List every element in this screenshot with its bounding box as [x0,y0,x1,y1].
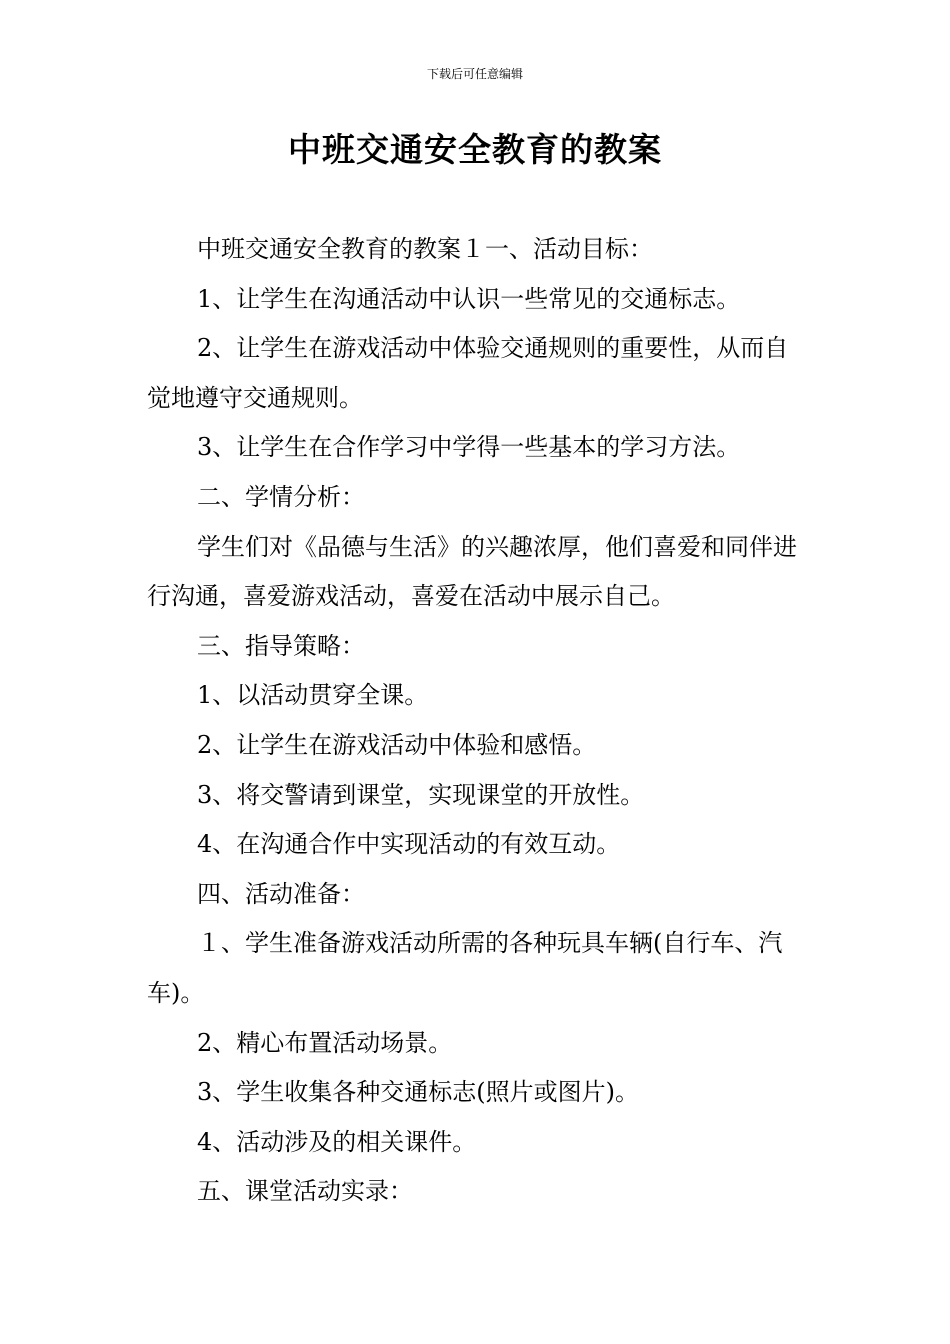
document-title: 中班交通安全教育的教案 [288,130,662,169]
paragraph: 3、让学生在合作学习中学得一些基本的学习方法。 [197,433,741,462]
section-heading: 二、学情分析： [197,482,365,511]
paragraph: 3、将交警请到课堂，实现课堂的开放性。 [197,780,645,809]
paragraph: 3、学生收集各种交通标志(照片或图片)。 [197,1078,639,1107]
paragraph: 中班交通安全教育的教案１一、活动目标： [197,235,653,263]
paragraph: 学生们对《品德与生活》的兴趣浓厚，他们喜爱和同伴进行沟通，喜爱游戏活动，喜爱在活动中展示自己。 [147,532,797,611]
paragraph: 2、精心布置活动场景。 [197,1028,453,1057]
paragraph: 1、让学生在沟通活动中认识一些常见的交通标志。 [197,284,741,313]
section-heading: 五、课堂活动实录： [197,1177,413,1206]
paragraph: 1、以活动贯穿全课。 [197,681,429,710]
paragraph: １、学生准备游戏活动所需的各种玩具车辆(自行车、汽车)。 [147,929,783,1007]
section-heading: 四、活动准备： [197,879,365,908]
page-header-note: 下载后可任意编辑 [426,67,523,81]
paragraph: 4、活动涉及的相关课件。 [197,1127,477,1156]
paragraph: 2、让学生在游戏活动中体验和感悟。 [197,730,597,759]
paragraph: 4、在沟通合作中实现活动的有效互动。 [197,830,621,859]
section-heading: 三、指导策略： [197,631,365,660]
document-body [147,225,809,1217]
paragraph: 2、让学生在游戏活动中体验交通规则的重要性，从而自觉地遵守交通规则。 [147,334,789,412]
